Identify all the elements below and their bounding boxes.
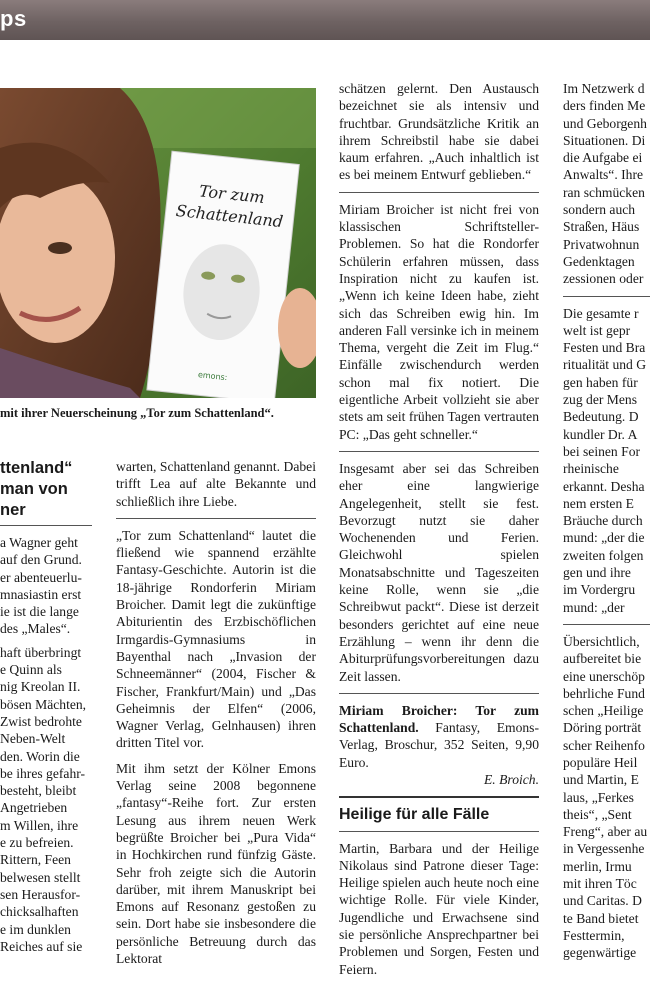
paragraph: Mit ihm setzt der Kölner Emons Verlag seine 2008 begonnene „fantasy“-Reihe fort. Zur ersten Lesung aus ihrem neuen Werk begrüßte Broicher bei „Pura Vida“ in Hochkirchen rund fünfzig Gäste. Sehr froh zeigte sich die Autorin darüber, mit ihrem Manuskript bei Emons auf Resonanz gestoßen zu sein. Dort habe sie insbesondere die persönliche Betreuung durch das Lektorat	[116, 760, 316, 967]
book-info-title: Miriam Broicher: Tor zum Schattenland.	[339, 702, 539, 736]
divider	[339, 451, 539, 452]
text-line: bösen Mächten,	[0, 696, 87, 712]
text-line: mnasiastin erst	[0, 586, 82, 602]
text-line: m Willen, ihre	[0, 817, 79, 833]
text-line: zweiten folgen	[563, 547, 644, 563]
divider	[339, 693, 539, 694]
photo-caption: mit ihrer Neuerscheinung „Tor zum Schattenland“.	[0, 406, 274, 420]
book-title-line1: Tor zum	[198, 181, 266, 208]
text-line: te Band bietet	[563, 910, 639, 926]
text-line: erkannt. Desha	[563, 478, 645, 494]
banner-title: ps	[0, 6, 27, 31]
text-line: Zwist bedrohte	[0, 713, 82, 729]
text-line: e zu befreien.	[0, 835, 74, 851]
text-line: sen Herausfor-	[0, 886, 81, 902]
paragraph: schätzen gelernt. Den Austausch bezeichnet sie als intensiv und fruchtbar. Grundsätzliche Kritik an ihrem Schreibstil habe sie dabei kaum erfahren. „Auch inhaltlich ist es bei meinem Entwurf geblieben.“	[339, 81, 539, 183]
text-line: mit ihren Töc	[563, 876, 637, 892]
text-line: die Aufgabe ei	[563, 150, 643, 166]
paragraph: warten, Schattenland genannt. Dabei trifft Lea auf alte Bekannte und schließlich ihre Liebe.	[116, 459, 316, 509]
text-line: populäre Heil	[563, 754, 638, 770]
text-line: scher Reihenfo	[563, 737, 645, 753]
text-line: be ihres gefahr-	[0, 765, 86, 781]
paragraph: Miriam Broicher ist nicht frei von klassischen Schriftsteller-Problemen. So hat die Rondorfer Schülerin erfahren müssen, dass Inspiration nicht zu kaufen ist. „Wenn ich keine Ideen habe, zieht sich das Schreiben ewig hin. Im anderen Fall versinke ich in meinem Thema, vergeht die Zeit im Flug.“ Einfälle zwischendurch werden schon mal fix notiert. Die eigentliche Arbeit vollzieht sie aber stets am seit frühen Tagen vertrauten PC: „Das geht schneller.“	[339, 201, 539, 442]
text-line: e im dunklen	[0, 921, 71, 937]
text-line: besteht, bleibt	[0, 783, 77, 799]
text-line: Anwalts“. Ihre	[563, 167, 644, 183]
text-line: auf den Grund.	[0, 552, 82, 568]
headline-line: ttenland“	[0, 459, 73, 477]
text-line: eine unerschöp	[563, 668, 645, 684]
divider	[563, 624, 650, 625]
text-line: aufbereitet bie	[563, 651, 642, 667]
book-publisher-logo: emons:	[197, 370, 228, 383]
text-line: und Martin, E	[563, 772, 639, 788]
text-line: bei seinen For	[563, 443, 641, 459]
text-line: Festtermin,	[563, 927, 625, 943]
text-line: welt ist gepr	[563, 322, 631, 338]
text-line: e Quinn als	[0, 662, 62, 678]
text-line: Straßen, Häus	[563, 219, 640, 235]
text-line: Privatwohnun	[563, 236, 640, 252]
text-line: gegenwärtige	[563, 945, 637, 961]
text-line: gen und ihre	[563, 565, 631, 581]
section-title: Heilige für alle Fälle	[339, 796, 539, 831]
text-line: nig Kreolan II.	[0, 679, 81, 695]
article-headline	[0, 458, 92, 534]
article-column-1	[0, 534, 92, 955]
text-line: rheinische	[563, 461, 619, 477]
text-line: nem ersten E	[563, 495, 634, 511]
headline-line: ner	[0, 501, 26, 519]
text-line: mund: „der die	[563, 530, 645, 546]
text-line: Freng“, aber au	[563, 824, 648, 840]
text-line: im Vordergru	[563, 582, 636, 598]
section-banner	[0, 0, 650, 40]
text-line: ran schmücken	[563, 184, 645, 200]
text-line: schen „Heilige	[563, 703, 644, 719]
text-line: Angetrieben	[0, 800, 68, 816]
text-line: er abenteuerlu-	[0, 569, 82, 585]
text-line: a Wagner geht	[0, 535, 78, 550]
divider	[563, 296, 650, 297]
paragraph: Insgesamt aber sei das Schreiben eher eine langwierige Angelegenheit, stellt sie fest. Bevorzugt nutzt sie daher Wochenenden und Ferien. Gleichwohl spielen Monatsabschnitte und Tageszeiten keine Rolle, wenn sie „die Schreibwut packt“. Diese ist derzeit besonders gerichtet auf eine neue Erzählung – wenn ihr denn die Abiturprüfungsvorbereitungen dazu Zeit lassen.	[339, 460, 539, 684]
author-photo	[0, 88, 316, 398]
author-signature: E. Broich.	[484, 771, 539, 787]
text-line: Neben-Welt	[0, 731, 66, 747]
divider	[339, 192, 539, 193]
paragraph: „Tor zum Schattenland“ lautet die fließend wie spannend erzählte Fantasy-Geschichte. Autorin ist die 18-jährige Rondorferin Miriam Broicher. Damit legt die zukünftige Abiturientin des Erzbischöflichen Irmgardis-Gymnasiums in Bayenthal nach „Invasion der Schneemänner“ (2004, Fischer & Fischer, Frankfurt/Main) und „Das Geheimnis der Elfen“ (2006, Wagner Verlag, Gelnhausen) ihren dritten Titel vor.	[116, 527, 316, 751]
text-line: den. Worin die	[0, 748, 80, 764]
text-line: und Geborgenh	[563, 115, 647, 131]
article-column-2	[116, 458, 316, 975]
text-line: und Caritas. D	[563, 893, 642, 909]
text-line: laus, „Ferkes	[563, 789, 634, 805]
text-line: sondern auch	[563, 202, 636, 218]
divider	[0, 525, 92, 526]
article-column-4	[563, 80, 650, 962]
text-line: Reiches auf sie	[0, 938, 83, 954]
divider	[116, 518, 316, 519]
text-line: des „Males“.	[0, 621, 71, 637]
text-line: Übersichtlich,	[563, 633, 640, 649]
book-title-line2: Schattenland	[175, 200, 285, 232]
text-line: chicksalhaften	[0, 904, 79, 920]
book-info	[339, 702, 539, 771]
text-line: Die gesamte r	[563, 305, 639, 321]
text-line: behrliche Fund	[563, 685, 645, 701]
text-line: Situationen. Di	[563, 132, 646, 148]
text-line: haft überbringt	[0, 644, 82, 660]
text-line: theis“, „Sent	[563, 806, 632, 822]
author-with-book-illustration	[0, 88, 316, 398]
article-column-3	[339, 80, 539, 986]
text-line: Im Netzwerk d	[563, 81, 645, 96]
text-line: Bräuche durch	[563, 513, 643, 529]
text-line: ie ist die lange	[0, 604, 79, 620]
text-line: Rittern, Feen	[0, 852, 71, 868]
text-line: merlin, Irmu	[563, 858, 632, 874]
text-line: Bedeutung. D	[563, 409, 639, 425]
text-line: zessionen oder	[563, 271, 644, 287]
headline-line: man von	[0, 480, 68, 498]
text-line: mund: „der	[563, 599, 625, 615]
text-line: belwesen stellt	[0, 869, 81, 885]
text-line: in Vergessenhe	[563, 841, 645, 857]
text-line: kundler Dr. A	[563, 426, 638, 442]
paragraph: Martin, Barbara und der Heilige Nikolaus sind Patrone dieser Tage: Heilige spielen auch heute noch eine wichtige Rolle. Für viele Kinder, Jugendliche und Erwachsene sind sie persönliche Ansprechpartner bei Problemen und Sorgen, Festen und Feiern.	[339, 840, 539, 977]
text-line: zug der Mens	[563, 392, 637, 408]
text-line: Festen und Bra	[563, 340, 646, 356]
text-line: Gedenktagen	[563, 253, 635, 269]
text-line: ritualität und G	[563, 357, 647, 373]
text-line: gen haben für	[563, 374, 638, 390]
text-line: ders finden Me	[563, 98, 646, 114]
book-info-details: Fantasy, Emons-Verlag, Broschur, 352 Seiten, 9,90 Euro.	[339, 720, 539, 770]
text-line: Döring porträt	[563, 720, 642, 736]
